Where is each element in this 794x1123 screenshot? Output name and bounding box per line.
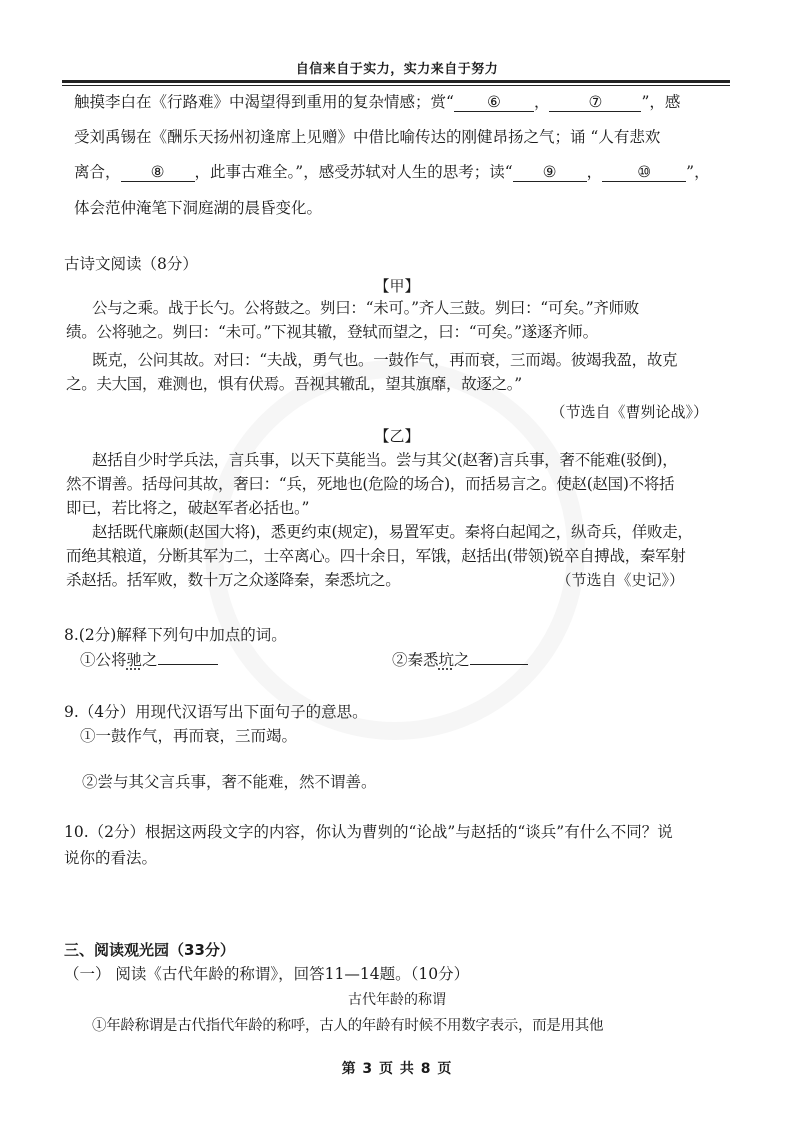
dotted-word-keng: 坑	[438, 651, 455, 669]
question-10-line-1: 10.（2分）根据这两段文字的内容，你认为曹刿的“论战”与赵括的“谈兵”有什么不同？说	[64, 823, 673, 841]
article-paragraph-1: ①年龄称谓是古代指代年龄的称呼，古人的年龄有时候不用数字表示，而是用其他	[92, 1018, 604, 1034]
section-title-poetry: 古诗文阅读（8分）	[64, 255, 198, 273]
jia-line-3: 既克，公问其故。对曰：“夫战，勇气也。一鼓作气，再而衰，三而竭。彼竭我盈，故克	[92, 351, 678, 369]
section-3-subtitle: （一） 阅读《古代年龄的称谓》，回答11—14题。（10分）	[64, 965, 470, 983]
yi-line-1: 赵括自少时学兵法，言兵事，以天下莫能当。尝与其父(赵奢)言兵事，奢不能难(驳倒)，	[92, 451, 678, 469]
blank-8[interactable]: ⑧	[121, 163, 195, 182]
blank-9[interactable]: ⑨	[513, 163, 587, 182]
page-header-motto: 自信来自于实力，实力来自于努力	[295, 62, 499, 77]
yi-line-5: 而绝其粮道，分断其军为二，士卒离心。四十余日，军饿，赵括出(带领)锐卒自搏战，秦军射	[66, 547, 686, 565]
yi-line-6: 杀赵括。括军败，数十万之众遂降秦，秦悉坑之。	[66, 571, 401, 589]
article-title: 古代年龄的称谓	[348, 992, 446, 1008]
intro-line-3: 离合， ⑧ ，此事古难全。”，感受苏轼对人生的思考；读“ ⑨ ， ⑩ ”，	[74, 163, 710, 181]
intro-line-2: 受刘禹锡在《酬乐天扬州初逢席上见赠》中借比喻传达的刚健昂扬之气；诵 “人有悲欢	[74, 128, 661, 146]
blank-6[interactable]: ⑥	[454, 93, 534, 112]
question-8: 8.(2分)解释下列句中加点的词。	[64, 626, 287, 644]
question-8-item-1: ①公将驰之	[80, 650, 734, 670]
jia-line-1: 公与之乘。战于长勺。公将鼓之。刿曰：“未可。”齐人三鼓。刿曰：“可矣。”齐师败	[92, 299, 639, 317]
question-10-line-2: 说你的看法。	[64, 849, 158, 867]
yi-line-3: 即已，若比将之，破赵军者必括也。”	[66, 499, 310, 517]
intro-line-4: 体会范仲淹笔下洞庭湖的晨昏变化。	[74, 199, 323, 217]
intro-line-1: 触摸李白在《行路难》中渴望得到重用的复杂情感；赏“ ⑥ ， ⑦ ”，感	[74, 93, 681, 111]
dotted-word-chi: 驰	[126, 651, 143, 669]
blank-10[interactable]: ⑩	[602, 163, 686, 182]
heading-jia: 【甲】	[374, 277, 420, 295]
jia-source: （节选自《曹刿论战》）	[550, 403, 708, 421]
header-rule-thick	[62, 80, 730, 83]
header-rule-thin	[62, 85, 730, 86]
blank-7[interactable]: ⑦	[549, 93, 641, 112]
yi-source: （节选自《史记》）	[556, 571, 684, 589]
question-9-item-2: ②尝与其父言兵事，奢不能难，然不谓善。	[82, 773, 377, 791]
yi-line-4: 赵括既代廉颇(赵国大将)，悉更约束(规定)，易置军吏。秦将白起闻之，纵奇兵，佯败走，	[92, 523, 693, 541]
question-8-item-2: ②秦悉坑之	[392, 650, 734, 670]
question-9-item-1: ①一鼓作气，再而衰，三而竭。	[80, 727, 298, 745]
question-9: 9.（4分）用现代汉语写出下面句子的意思。	[64, 703, 368, 721]
section-3-title: 三、阅读观光园（33分）	[64, 941, 235, 959]
jia-line-4: 之。夫大国，难测也，惧有伏焉。吾视其辙乱，望其旗靡，故逐之。”	[66, 375, 522, 393]
answer-blank-8-1[interactable]	[158, 664, 218, 665]
jia-line-2: 绩。公将驰之。刿曰：“未可。”下视其辙，登轼而望之，曰：“可矣。”遂逐齐师。	[66, 323, 598, 341]
yi-line-2: 然不谓善。括母问其故，奢曰：“兵，死地也(危险的场合)，而括易言之。使赵(赵国)不将括	[66, 475, 675, 493]
answer-blank-8-2[interactable]	[470, 664, 528, 665]
page-footer: 第 3 页 共 8 页	[341, 1061, 453, 1077]
heading-yi: 【乙】	[374, 427, 420, 445]
